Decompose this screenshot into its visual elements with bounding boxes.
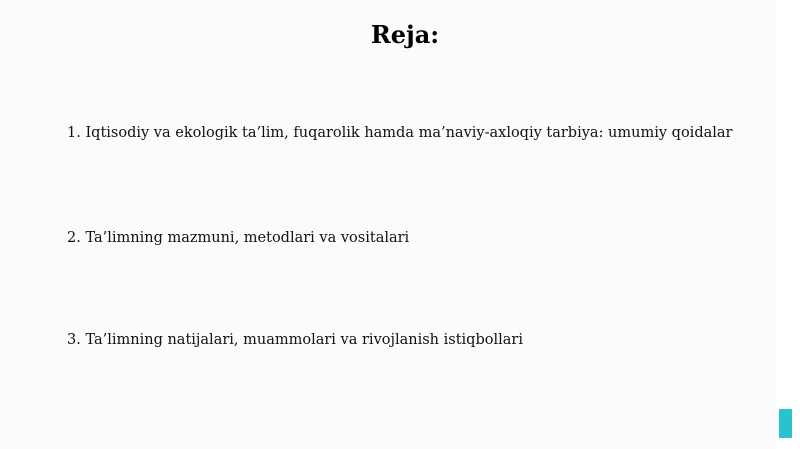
plan-item-1: 1. Iqtisodiy va ekologik ta’lim, fuqarolik hamda ma’naviy-axloqiy tarbiya: umumiy qoidalar [67,125,733,141]
scrollbar-track[interactable] [776,0,800,449]
slide-title: Reja: [370,20,440,49]
plan-item-2: 2. Ta’limning mazmuni, metodlari va vositalari [67,230,410,246]
plan-item-3: 3. Ta’limning natijalari, muammolari va rivojlanish istiqbollari [67,332,523,348]
scrollbar-thumb[interactable] [779,409,792,438]
